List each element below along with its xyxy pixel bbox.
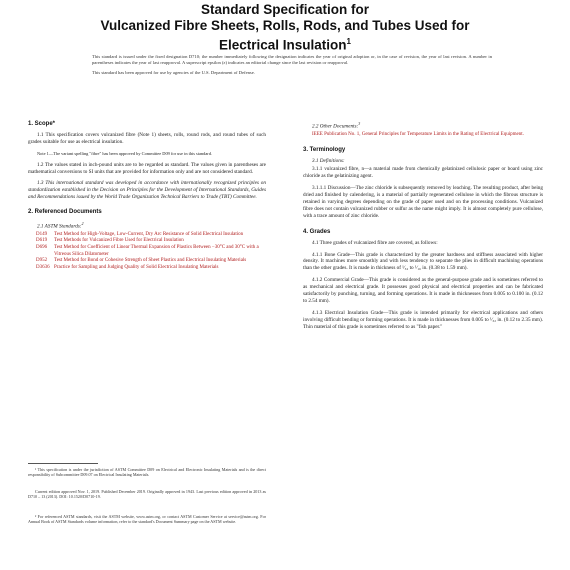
- definitions-subheading: 3.1 Definitions:: [312, 158, 345, 165]
- ref-item-d696[interactable]: [36, 245, 266, 258]
- dod-approval-note: This standard has been approved for use by agencies of the U.S. Department of Defense.: [92, 70, 255, 76]
- ref-title[interactable]: Test Method for High-Voltage, Low-Current, Dry Arc Resistance of Solid Electrical Insulation: [54, 231, 244, 237]
- left-column: [28, 120, 266, 271]
- paragraph-1-3: 1.3 This international standard was developed in accordance with internationally recognized principles on standardization established in the Decision on Principles for the Development of International Standards, Guides and Recommendations issued by the World Trade Organization Technical Barriers to Trade (TBT) Committee.: [28, 180, 266, 201]
- footnote-divider: [28, 463, 98, 464]
- footnote-1: ¹ This specification is under the jurisdiction of ASTM Committee D09 on Electrical and Electronic Insulating Materials and is the direct responsibility of Subcommittee D09.07 on Electrical Insulating Materials.: [28, 467, 266, 478]
- ref-code[interactable]: D696: [36, 245, 48, 251]
- ref-code[interactable]: D619: [36, 238, 48, 244]
- footnote-1-edition: Current edition approved Nov. 1, 2019. Published December 2019. Originally approved in 1943. Last previous edition approved in 2013 as D710 – 13 (2013). DOI: 10.1520/D0710-19.: [28, 489, 266, 500]
- title-line-1: Standard Specification for: [200, 2, 370, 17]
- section-4-heading: 4. Grades: [303, 228, 331, 235]
- paragraph-4-1-2: 4.1.2 Commercial Grade—This grade is considered as the general-purpose grade and is sometimes referred to as mechanical and electrical grade. It possesses good physical and electrical properties and can be fabricated satisfactorily by punching, turning, and forming operations. It is made in thicknesses from 0.005 to 0.100 in. (0.12 to 2.54 mm).: [303, 277, 543, 305]
- ref-title[interactable]: Test Methods for Vulcanized Fibre Used for Electrical Insulation: [54, 238, 184, 244]
- other-documents-subheading: 2.2 Other Documents:$^3$: [312, 121, 361, 130]
- section-2-heading: 2. Referenced Documents: [28, 209, 102, 216]
- paragraph-4-1: 4.1 Three grades of vulcanized fibre are covered, as follows:: [312, 239, 438, 246]
- paragraph-3-1-1: 3.1.1 vulcanized fibre, n—a material made from chemically gelatinized cellulosic paper or board using zinc chloride as the gelatinizing agent.: [303, 166, 543, 180]
- title-line-2: Vulcanized Fibre Sheets, Rolls, Rods, and Tubes Used for: [100, 18, 470, 33]
- ref-code[interactable]: IEEE Publication No. 1,: [312, 131, 361, 137]
- paragraph-1-1: 1.1 This specification covers vulcanized fibre (Note 1) sheets, rolls, round rods, and round tubes of such grades suitable for use as electrical insulation.: [28, 132, 266, 145]
- ref-code[interactable]: D3636: [36, 264, 50, 270]
- paragraph-4-1-3: 4.1.3 Electrical Insulation Grade—This grade is intended primarily for electrical applications and others involving difficult bending or forming operations. It is made in thicknesses from 0.005 to ¹⁄₃₂ in. (0.12 to 2.35 mm). Thin material of this grade is sometimes referred to as "fish paper.": [303, 309, 543, 330]
- paragraph-3-1-1-1: 3.1.1.1 Discussion—The zinc chloride is subsequently removed by leaching. The resulting product, after being dried and finished by calendering, is a material of partially regenerated cellulose in which the fibrous structure is retained in varying degrees depending on the grade of paper used and on the processing conditions. Vulcanized fibre does not contain vulcanized rubber or sulfur as the name might imply. It is almost completely pure cellulose, with a trace amount of zinc chloride.: [303, 185, 543, 219]
- ref-code[interactable]: D952: [36, 258, 48, 264]
- title-line-3: Electrical Insulation$^1$: [219, 37, 351, 53]
- designation-note: This standard is issued under the fixed designation D710; the number immediately following the designation indicates the year of original adoption or, in the case of revision, the year of last revision. A number in parentheses indicates the year of last reapproval. A superscript epsilon (ε) indicates an editorial change since the last revision or reapproval.: [92, 54, 492, 66]
- ref-item-d3636[interactable]: [36, 265, 266, 272]
- footnote-2: ² For referenced ASTM standards, visit the ASTM website, www.astm.org, or contact ASTM Customer Service at service@astm.org. For Annual Book of ASTM Standards volume information, refer to the standard's Document Summary page on the ASTM website.: [28, 514, 266, 525]
- ref-title[interactable]: Test Method for Bond or Cohesive Strength of Sheet Plastics and Electrical Insulating Materials: [54, 258, 247, 264]
- ref-title[interactable]: Test Method for Coefficient of Linear Thermal Expansion of Plastics Between −30°C and 30°C with a Vitreous Silica Dilatometer: [54, 245, 259, 257]
- document-title: [0, 2, 570, 54]
- title-footnote-marker: 1: [346, 37, 351, 46]
- section-1-heading: 1. Scope*: [28, 121, 56, 127]
- ref-code[interactable]: D149: [36, 231, 48, 237]
- ref-item-d619[interactable]: [36, 238, 266, 245]
- paragraph-4-1-1: 4.1.1 Bone Grade—This grade is characterized by the greater hardness and stiffness associated with higher density. It machines more smoothly and with less tendency to separate the plies in difficult machining operations than the other grades. It is made in thickness of ¹⁄₃₂ to ¹⁄₁₆ in. (0.38 to 1.59 mm).: [303, 251, 543, 272]
- right-column: [303, 120, 543, 336]
- ref-item-d952[interactable]: [36, 258, 266, 265]
- note-1: Note 1—The variant spelling "fibre" has been approved by Committee D09 for use in this standard.: [37, 150, 213, 156]
- ref-title[interactable]: Practice for Sampling and Judging Quality of Solid Electrical Insulating Materials: [54, 264, 219, 270]
- ref-item-ieee[interactable]: [312, 132, 543, 139]
- ref-title[interactable]: General Principles for Temperature Limits in the Rating of Electrical Equipment.: [361, 131, 524, 137]
- ref-item-d149[interactable]: [36, 232, 266, 239]
- astm-standards-subheading: 2.1 ASTM Standards:$^2$: [37, 221, 84, 230]
- footnote-marker-2: 2: [81, 221, 84, 227]
- section-3-heading: 3. Terminology: [303, 147, 346, 154]
- footnote-marker-3: 3: [358, 121, 361, 126]
- paragraph-1-2: 1.2 The values stated in inch-pound units are to be regarded as standard. The values given in parentheses are mathematical conversions to SI units that are provided for information only and are not considered standard.: [28, 161, 266, 175]
- preamble: [82, 54, 492, 81]
